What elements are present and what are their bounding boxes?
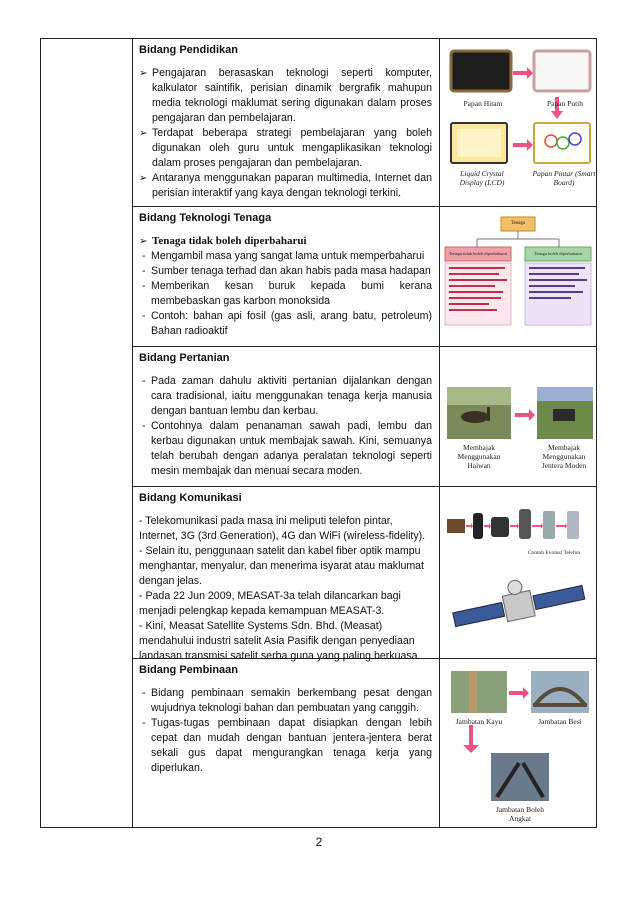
diagram-label: Tenaga	[510, 221, 526, 226]
paragraph: - Pada 22 Jun 2009, MEASAT-3a telah dilancarkan bagi menjadi pelengkap kepada kemampuan MEASAT-3.	[139, 590, 401, 617]
dash-list	[139, 374, 432, 479]
page-number: 2	[315, 835, 323, 849]
phone-evolution-image	[447, 509, 579, 539]
caption: Jambatan Boleh Angkat	[495, 805, 545, 823]
diagram-label: Tenaga tidak boleh diperbaharui	[448, 251, 508, 256]
dash-list	[139, 249, 432, 339]
caption: Papan Pintar (Smart Board)	[532, 169, 596, 187]
paragraph: - Telekomunikasi pada masa ini meliputi telefon pintar, Internet, 3G (3rd Generation), 4G dan WiFi (wireless-fidelity).	[139, 515, 426, 542]
caption: Jambatan Kayu	[455, 717, 503, 726]
arrow-icon	[515, 409, 535, 421]
text-cell	[132, 39, 438, 201]
row-pendidikan	[132, 39, 596, 207]
image-cell	[439, 207, 596, 346]
caption: Membajak Menggunakan Jentera Moden	[541, 443, 587, 470]
content-table	[40, 38, 597, 828]
arrow-icon	[509, 687, 529, 699]
section-heading: Bidang Komunikasi	[139, 492, 242, 504]
list-item: - Memberikan kesan buruk kepada bumi kerana membebaskan gas karbon monoksida	[139, 279, 432, 309]
caption: Papan Putih	[546, 99, 584, 108]
arrow-icon	[513, 67, 533, 79]
caption: Papan Hitam	[463, 99, 503, 108]
text-cell	[132, 207, 438, 339]
caption: Membajak Menggunakan Haiwan	[457, 443, 501, 470]
image-cell	[439, 659, 596, 829]
section-heading: Bidang Pendidikan	[139, 44, 239, 56]
list-item: - Pada zaman dahulu aktiviti pertanian dijalankan dengan cara tradisional, iaitu menggunakan tenaga kerja manusia dengan bantuan lembu dan kerbau.	[139, 374, 432, 419]
list-item: ➢ Terdapat beberapa strategi pembelajaran yang boleh digunakan oleh guru untuk mengaplikasikan teknologi dalam proses pengajaran dan pembelajaran.	[139, 126, 432, 171]
bridge-illustration	[439, 659, 597, 827]
list-item: ➢ Antaranya menggunakan paparan multimedia, Internet dan perisian interaktif yang kaya dengan teknologi terkini.	[139, 171, 432, 201]
paragraph: - Selain itu, penggunaan satelit dan kabel fiber optik mampu menghantar, menyalur, dan menerima isyarat atau maklumat dengan jelas.	[139, 545, 424, 587]
caption: Contoh Evolusi Telefon	[527, 550, 581, 556]
text-cell	[132, 347, 438, 479]
list-item: - Contoh: bahan api fosil (gas asli, arang batu, petroleum) Bahan radioaktif	[139, 309, 432, 339]
section-heading: Bidang Pembinaan	[139, 664, 239, 676]
list-item: - Mengambil masa yang sangat lama untuk memperbaharui	[139, 249, 432, 264]
satellite-image	[449, 567, 586, 633]
text-cell	[132, 659, 438, 776]
section-heading: Bidang Pertanian	[139, 352, 230, 364]
subheading: ➢ Tenaga tidak boleh diperbaharui	[139, 235, 307, 247]
row-pertanian	[132, 347, 596, 487]
blackboard-image	[451, 51, 511, 91]
caption: Liquid Crystal Display (LCD)	[459, 169, 505, 187]
image-cell	[439, 487, 596, 658]
diagram-label: Tenaga boleh diperbaharui	[534, 251, 582, 256]
list-item: - Tugas-tugas pembinaan dapat disiapkan dengan lebih cepat dan mudah dengan bantuan jentera-jentera berat sekali gus dapat mengurangkan tenaga kerja yang diperlukan.	[139, 716, 432, 776]
list-item: - Sumber tenaga terhad dan akan habis pada masa hadapan	[139, 264, 432, 279]
communication-illustration	[439, 487, 597, 657]
whiteboard-image	[534, 51, 590, 91]
list-item: ➢ Pengajaran berasaskan teknologi seperti komputer, kalkulator saintifik, perisian dinamik bergrafik mahupun media teknologi maklumat sering digunakan dalam proses pengajaran dan pembelajaran.	[139, 66, 432, 126]
list-item: - Bidang pembinaan semakin berkembang pesat dengan wujudnya teknologi bahan dan pembuatan yang canggih.	[139, 686, 432, 716]
image-cell	[439, 347, 596, 486]
smart-board-image	[534, 123, 590, 163]
arrow-bullet-icon: ➢	[139, 236, 148, 247]
list-item: - Contohnya dalam penanaman sawah padi, lembu dan kerbau digunakan untuk membajak sawah. Kini, semuanya telah berubah dengan adanya peralatan teknologi seperti mesin membajak dan menuai secara moden.	[139, 419, 432, 479]
paragraph: - Kini, Measat Satellite Systems Sdn. Bhd. (Measat) mendahului industri satelit Asia Pasifik dengan penyediaan landasan transmisi satelit serba guna yang paling berkuasa.	[139, 620, 421, 662]
row-teknologi-tenaga	[132, 207, 596, 347]
arrow-icon	[513, 139, 533, 151]
row-komunikasi	[132, 487, 596, 662]
bullet-list	[139, 66, 432, 201]
dash-list	[139, 686, 432, 776]
caption: Jambatan Besi	[538, 717, 582, 726]
image-cell	[439, 39, 596, 206]
row-pembinaan	[132, 659, 596, 829]
text-cell	[132, 487, 438, 664]
section-heading: Bidang Teknologi Tenaga	[139, 212, 272, 224]
arrow-icon	[463, 725, 479, 753]
wooden-bridge-image	[451, 671, 507, 713]
